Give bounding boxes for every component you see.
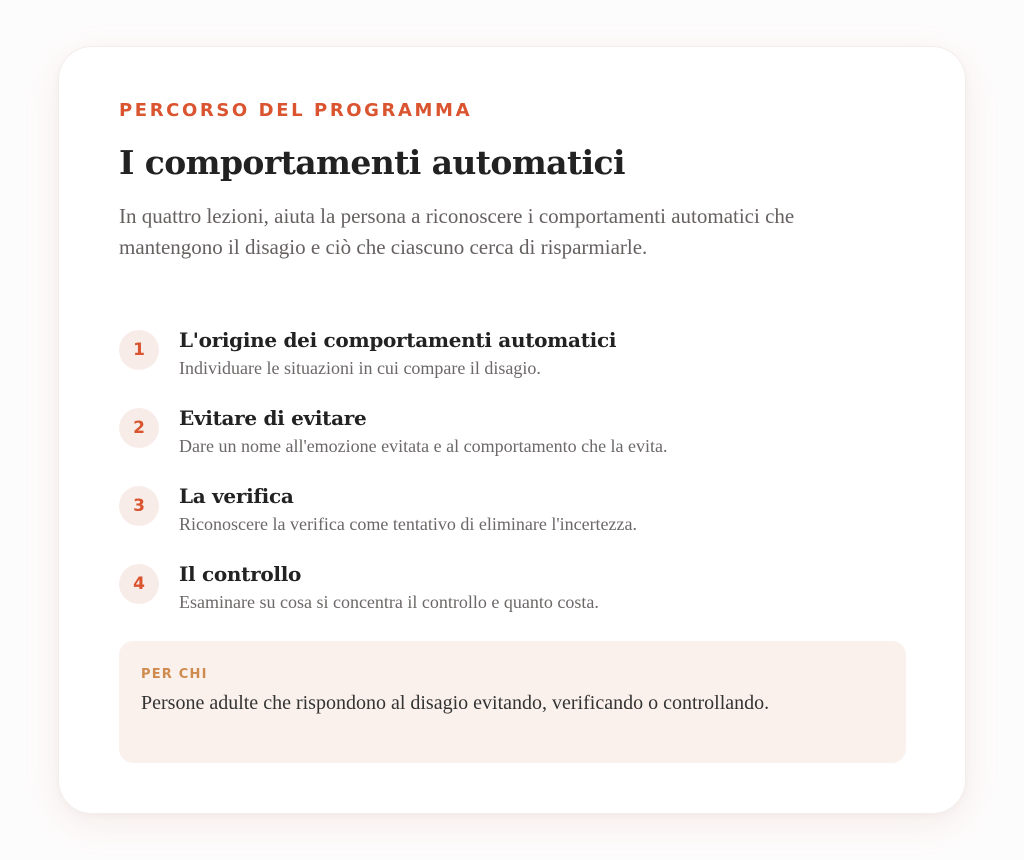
lesson-number-badge: 1 [119, 330, 159, 370]
lesson-description: Esaminare su cosa si concentra il controllo e quanto costa. [179, 592, 599, 612]
lesson-title: L'origine dei comportamenti automatici [179, 328, 617, 352]
lesson-description: Individuare le situazioni in cui compare il disagio. [179, 358, 541, 378]
audience-text: Persone adulte che rispondono al disagio evitando, verificando o controllando. [141, 692, 770, 714]
lesson-item-4 [119, 562, 919, 622]
lesson-item-3 [119, 484, 919, 544]
lesson-number-badge: 4 [119, 564, 159, 604]
lesson-number-badge: 3 [119, 486, 159, 526]
program-card [58, 46, 966, 814]
lesson-item-1 [119, 328, 919, 388]
lesson-title: La verifica [179, 484, 294, 508]
audience-box [119, 641, 906, 763]
lesson-item-2 [119, 406, 919, 466]
program-title: I comportamenti automatici [119, 143, 625, 182]
program-intro: In quattro lezioni, aiuta la persona a riconoscere i comportamenti automatici che mantengono il disagio e ciò che ciascuno cerca di risparmiarle. [119, 204, 795, 259]
lesson-number-badge: 2 [119, 408, 159, 448]
lesson-description: Riconoscere la verifica come tentativo di eliminare l'incertezza. [179, 514, 638, 534]
section-eyebrow: PERCORSO DEL PROGRAMMA [119, 100, 473, 121]
audience-label: PER CHI [141, 667, 208, 682]
lesson-description: Dare un nome all'emozione evitata e al comportamento che la evita. [179, 436, 668, 456]
lesson-title: Evitare di evitare [179, 406, 367, 430]
lesson-title: Il controllo [179, 562, 302, 586]
